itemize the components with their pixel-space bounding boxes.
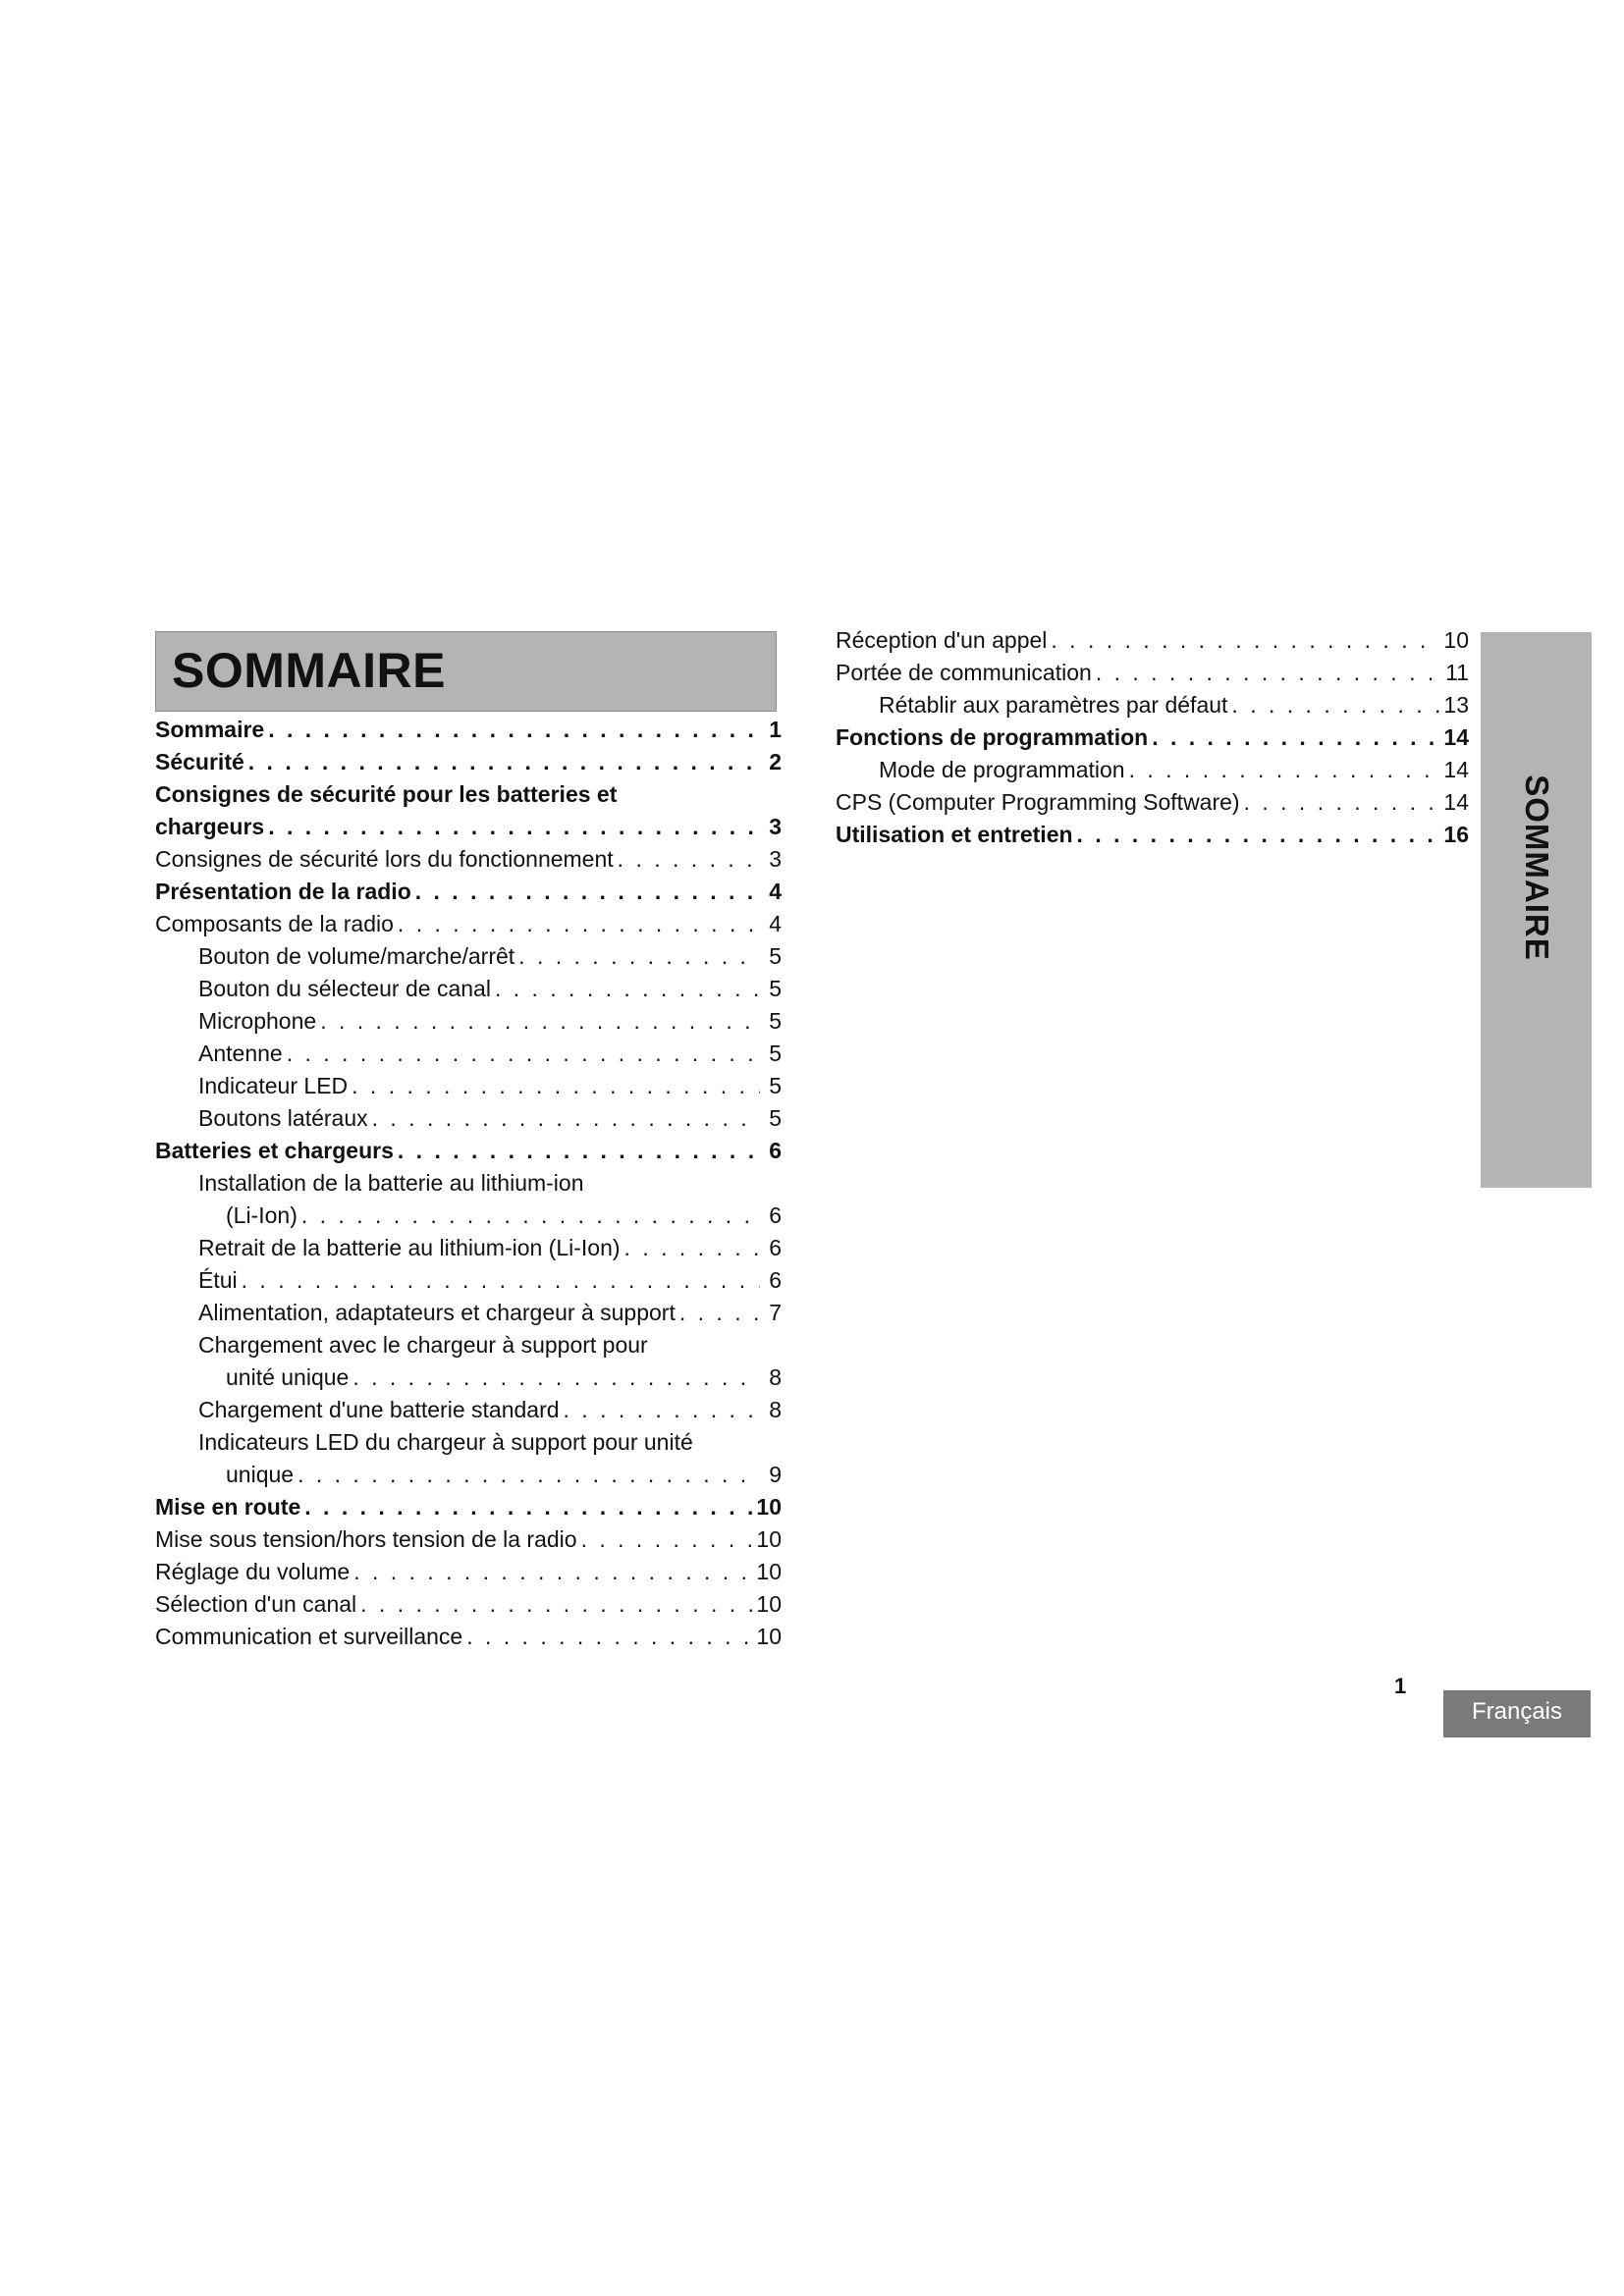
toc-entry[interactable] [155, 778, 782, 811]
toc-entry[interactable] [155, 1621, 782, 1653]
toc-entry-label: Communication et surveillance [155, 1624, 463, 1649]
toc-entry-label: Mode de programmation [879, 757, 1125, 782]
dot-leader [1051, 624, 1439, 657]
toc-entry[interactable] [155, 1167, 782, 1200]
dot-leader [298, 1459, 760, 1491]
toc-entry-label: Bouton de volume/marche/arrêt [198, 943, 515, 969]
toc-entry[interactable] [836, 624, 1469, 657]
dot-leader [398, 1135, 760, 1167]
dot-leader [415, 876, 760, 908]
toc-entry-page: 4 [769, 879, 782, 904]
toc-entry-label: Consignes de sécurité lors du fonctionnement [155, 846, 614, 872]
toc-entry[interactable] [155, 1005, 782, 1038]
toc-entry-label: Fonctions de programmation [836, 724, 1149, 750]
side-tab-label: SOMMAIRE [1518, 774, 1555, 961]
toc-entry-page: 2 [769, 749, 782, 774]
dot-leader [581, 1523, 753, 1556]
toc-entry-label: Consignes de sécurité pour les batteries et [155, 781, 618, 807]
dot-leader [320, 1005, 760, 1038]
toc-entry-page: 6 [769, 1267, 782, 1293]
language-tab [1443, 1690, 1591, 1737]
toc-entry-label: Retrait de la batterie au lithium-ion (Li-Ion) [198, 1235, 621, 1260]
toc-entry[interactable] [155, 1264, 782, 1297]
toc-entry[interactable] [155, 1038, 782, 1070]
toc-entry[interactable] [155, 973, 782, 1005]
toc-entry[interactable] [836, 721, 1469, 754]
toc-entry-page: 6 [769, 1202, 782, 1228]
toc-entry[interactable] [155, 1232, 782, 1264]
toc-left-column [155, 714, 782, 1653]
dot-leader [353, 1556, 752, 1588]
toc-entry[interactable] [155, 1200, 782, 1232]
toc-entry-label: Réglage du volume [155, 1559, 351, 1584]
toc-entry-page: 6 [769, 1138, 782, 1163]
toc-entry-label: (Li-Ion) [226, 1202, 298, 1228]
dot-leader [1129, 754, 1440, 786]
toc-entry[interactable] [155, 746, 782, 778]
title-banner [155, 631, 777, 712]
toc-entry-page: 5 [769, 1105, 782, 1131]
toc-entry-page: 13 [1443, 692, 1469, 718]
toc-entry-label: Sécurité [155, 749, 244, 774]
toc-entry-page: 7 [769, 1300, 782, 1325]
toc-entry-page: 8 [769, 1397, 782, 1422]
dot-leader [466, 1621, 752, 1653]
toc-entry[interactable] [155, 1394, 782, 1426]
toc-entry-page: 11 [1445, 660, 1469, 685]
toc-right-column [836, 624, 1469, 851]
toc-entry[interactable] [155, 876, 782, 908]
toc-entry[interactable] [155, 1135, 782, 1167]
toc-entry[interactable] [155, 1523, 782, 1556]
toc-entry[interactable] [155, 1491, 782, 1523]
toc-entry-label: Chargement avec le chargeur à support pour [198, 1332, 648, 1358]
toc-entry-page: 10 [756, 1526, 782, 1552]
toc-entry[interactable] [155, 811, 782, 843]
dot-leader [352, 1070, 760, 1102]
toc-entry-label: Indicateur LED [198, 1073, 349, 1098]
dot-leader [1244, 786, 1440, 819]
dot-leader [242, 1264, 760, 1297]
toc-entry[interactable] [155, 1362, 782, 1394]
toc-entry[interactable] [155, 940, 782, 973]
dot-leader [1096, 657, 1441, 689]
toc-entry[interactable] [155, 1459, 782, 1491]
toc-entry[interactable] [836, 689, 1469, 721]
toc-entry-label: Étui [198, 1267, 238, 1293]
dot-leader [1231, 689, 1439, 721]
toc-entry[interactable] [155, 1426, 782, 1459]
dot-leader [618, 843, 760, 876]
toc-entry[interactable] [155, 1297, 782, 1329]
toc-entry-page: 10 [756, 1624, 782, 1649]
toc-entry-page: 3 [769, 846, 782, 872]
toc-entry[interactable] [155, 1556, 782, 1588]
dot-leader [248, 746, 760, 778]
toc-entry-page: 5 [769, 943, 782, 969]
dot-leader [398, 908, 760, 940]
toc-entry-page: 10 [756, 1591, 782, 1617]
dot-leader [1152, 721, 1439, 754]
toc-entry-label: Alimentation, adaptateurs et chargeur à support [198, 1300, 676, 1325]
dot-leader [287, 1038, 760, 1070]
toc-entry-page: 10 [756, 1494, 782, 1520]
page-title: SOMMAIRE [172, 643, 446, 698]
toc-entry-label: Rétablir aux paramètres par défaut [879, 692, 1228, 718]
toc-entry-label: Sélection d'un canal [155, 1591, 357, 1617]
toc-entry-page: 3 [769, 814, 782, 839]
toc-entry-label: Boutons latéraux [198, 1105, 368, 1131]
dot-leader [301, 1200, 760, 1232]
toc-entry-page: 10 [756, 1559, 782, 1584]
dot-leader [624, 1232, 760, 1264]
dot-leader [495, 973, 760, 1005]
toc-entry-label: Chargement d'une batterie standard [198, 1397, 560, 1422]
toc-entry-label: Antenne [198, 1041, 283, 1066]
toc-entry-label: Mise en route [155, 1494, 301, 1520]
toc-entry-page: 16 [1443, 822, 1469, 847]
toc-entry-label: Batteries et chargeurs [155, 1138, 394, 1163]
section-side-tab [1481, 632, 1592, 1188]
language-label: Français [1471, 1698, 1563, 1725]
toc-entry[interactable] [836, 657, 1469, 689]
toc-entry[interactable] [155, 714, 782, 746]
toc-entry-page: 14 [1443, 757, 1469, 782]
toc-entry-page: 1 [769, 717, 782, 742]
dot-leader [1077, 819, 1440, 851]
toc-entry-page: 10 [1443, 627, 1469, 653]
page-number: 1 [1394, 1674, 1407, 1698]
toc-entry[interactable] [155, 1102, 782, 1135]
dot-leader [360, 1588, 752, 1621]
dot-leader [268, 714, 760, 746]
toc-entry-label: Portée de communication [836, 660, 1092, 685]
toc-entry[interactable] [155, 1329, 782, 1362]
dot-leader [679, 1297, 760, 1329]
toc-entry-page: 5 [769, 1073, 782, 1098]
toc-entry-label: Microphone [198, 1008, 317, 1034]
dot-leader [352, 1362, 760, 1394]
toc-entry-page: 14 [1443, 724, 1469, 750]
toc-entry-page: 4 [769, 911, 782, 936]
toc-entry-label: Installation de la batterie au lithium-ion [198, 1170, 584, 1196]
toc-entry-label: Composants de la radio [155, 911, 394, 936]
toc-entry[interactable] [155, 843, 782, 876]
toc-entry[interactable] [155, 1070, 782, 1102]
toc-entry-label: unité unique [226, 1364, 350, 1390]
toc-entry-label: unique [226, 1462, 295, 1487]
toc-entry-label: Bouton du sélecteur de canal [198, 976, 491, 1001]
toc-entry[interactable] [155, 1588, 782, 1621]
toc-entry[interactable] [836, 754, 1469, 786]
toc-entry-page: 5 [769, 1008, 782, 1034]
toc-entry-page: 8 [769, 1364, 782, 1390]
toc-entry-label: Utilisation et entretien [836, 822, 1073, 847]
toc-entry-page: 9 [769, 1462, 782, 1487]
dot-leader [372, 1102, 760, 1135]
toc-entry-page: 5 [769, 976, 782, 1001]
toc-entry-page: 14 [1443, 789, 1469, 815]
toc-entry-page: 5 [769, 1041, 782, 1066]
toc-entry-label: Sommaire [155, 717, 265, 742]
dot-leader [304, 1491, 752, 1523]
dot-leader [564, 1394, 760, 1426]
toc-entry[interactable] [836, 786, 1469, 819]
toc-entry-label: Mise sous tension/hors tension de la radio [155, 1526, 577, 1552]
toc-entry-label: Réception d'un appel [836, 627, 1048, 653]
toc-entry-label: chargeurs [155, 814, 265, 839]
toc-entry[interactable] [836, 819, 1469, 851]
dot-leader [518, 940, 760, 973]
toc-entry-label: CPS (Computer Programming Software) [836, 789, 1240, 815]
toc-entry-label: Indicateurs LED du chargeur à support pour unité [198, 1429, 693, 1455]
toc-entry-label: Présentation de la radio [155, 879, 411, 904]
toc-entry[interactable] [155, 908, 782, 940]
dot-leader [268, 811, 760, 843]
toc-entry-page: 6 [769, 1235, 782, 1260]
